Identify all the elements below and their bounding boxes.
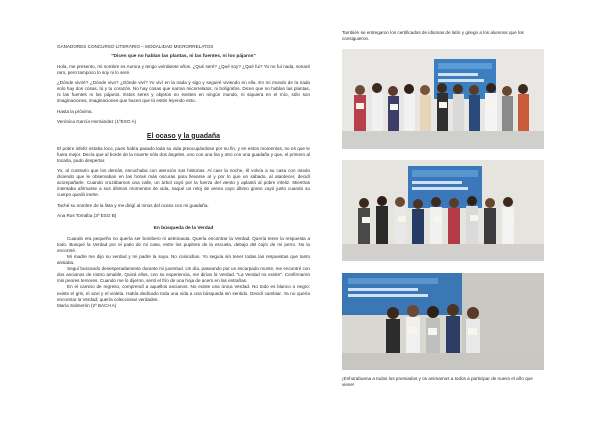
story3-paragraph-2: Mi madre me dijo su verdad y mi padre la suya. No coincidían. Yo seguía sin tener todas las respuestas que tanto ansiaba.: [57, 253, 310, 266]
photo-2-image: [342, 160, 544, 261]
story3-author: María Salmerón (2º BACH A): [57, 302, 117, 308]
caption-top: También se entregaron los certificados de idiomas de latín y griego a los alumnos que los consiguieron.: [342, 30, 524, 41]
award-group-photo-1: [342, 49, 544, 149]
caption-bottom: ¡Enhorabuena a todos los premiados y os animamos a todos a participar de nuevo el año que viene!: [342, 376, 533, 387]
story2-paragraph-3: Taché su nombre de la lista y me dirigí al ninos del ocaso con mi guadaña.: [57, 202, 209, 208]
story1-author: Verónica García Hernández (1ºESO A): [57, 118, 137, 124]
left-column: [57, 44, 310, 309]
story3-paragraph-4: En el camino de regreso, comprendí a aquellos ancianos. No existe una única Verdad. No todo es blanco o negro: existe el gris, el azul y el violeta. Había dedicado toda una vida a una búsqueda sin sentido. Decidí cambiar. Ya no quería encontrar la Verdad; quería coleccionar verdades.: [57, 284, 310, 302]
story2-author: Ana Ros Torralba (3º ESO B): [57, 212, 117, 218]
award-group-photo-3: [342, 273, 544, 370]
story3-paragraph-3: Seguí buscando desesperadamente durante mi juventud. Un día, paseando por un escarpado monte, me encontré con dos ancianos de rostro amable. Quizá ellos, con su experiencia, me dirían la Verdad. "La Verdad no existe". Confirmaron mis peores temores. Cuando me lo dijeron, sentí el frío de una hoja de acero en las entrañas.: [57, 266, 310, 284]
story1-paragraph-3: Hasta la próxima.: [57, 108, 93, 114]
photo-3-image: [342, 273, 544, 370]
story3-title: En búsqueda de la Verdad: [153, 225, 214, 231]
photo-1-image: [342, 49, 544, 149]
story2-paragraph-1: El pobre infeliz estaba loco, pues había pasado toda su vida preocupándose por su fin, y en estos momentos, no es que le fuera mejor. Decía que al borde de la muerte sólo dos ángeles, uno con una lira y otro con una guadaña y que, el primero al tocarla, pudo despertar.: [57, 145, 310, 163]
story2-title: El ocaso y la guadaña: [146, 132, 221, 140]
story2-paragraph-2: Yo, al contrario que los demás, escuchaba con atención sus historias. Al caer la noche, él volvía a su casa con miedo diciendo que le observaban en las horas más oscuras para llevarse al y por lo que un sábado, al atardecer, decidí acompañarle. Cuando cruzábamos una calle, un árbol cayó por la fuerza del viento y aplastó al pobre infeliz. Mientras intentaba afirmarse a sus últimos momentos de vida, saqué un reloj de arena cayo último grano cayó justo cuando su cuerpo quedó inerte.: [57, 168, 310, 198]
contest-header: GANADORES CONCURSO LITERARIO – MODALIDAD MICRORRELATOS: [57, 44, 214, 49]
award-group-photo-2: [342, 160, 544, 261]
story3-paragraph-1: Cuando era pequeño no quería ser bombero ni astronauta. Quería encontrar la Verdad. Quería tener la respuesta a todo. Busqué la Verdad por el patio de mi casa, entre los pupitres de la escuela, debajo del cojín de mi perro. No la encontré.: [57, 235, 310, 253]
right-column: [342, 30, 544, 388]
story1-paragraph-2: ¿Dónde viviré? ¿Dónde vivo? ¿Dónde viví? Yo viví en la nada y sigo y seguiré viviendo en ella. En mi mundo de la nada solo hay dos cosas, tú y tu corazón. No hay cosas que narran micorrelatos, ni bolígrafos. Dicen que no hablan las plantas, ni las fuentes ni los pájaros. Estos seres y objetos no existen en ningún mundo, ni siquiera en el mío, sólo son imaginaciones, imaginaciones que hacen que tú estés leyendo esto.: [57, 80, 310, 104]
story1-title: "Dicen que no hablan las plantas, ni las fuentes, ni los pájaros": [111, 54, 256, 59]
story1-paragraph-1: Hola, me presento, mi nombre es Aurora y tengo veintisiete años. ¿Qué seré? ¿Qué soy? ¿Qué fui? Yo no fui nada, sonaré raro, pero tampoco lo soy ni lo seré.: [57, 64, 310, 76]
